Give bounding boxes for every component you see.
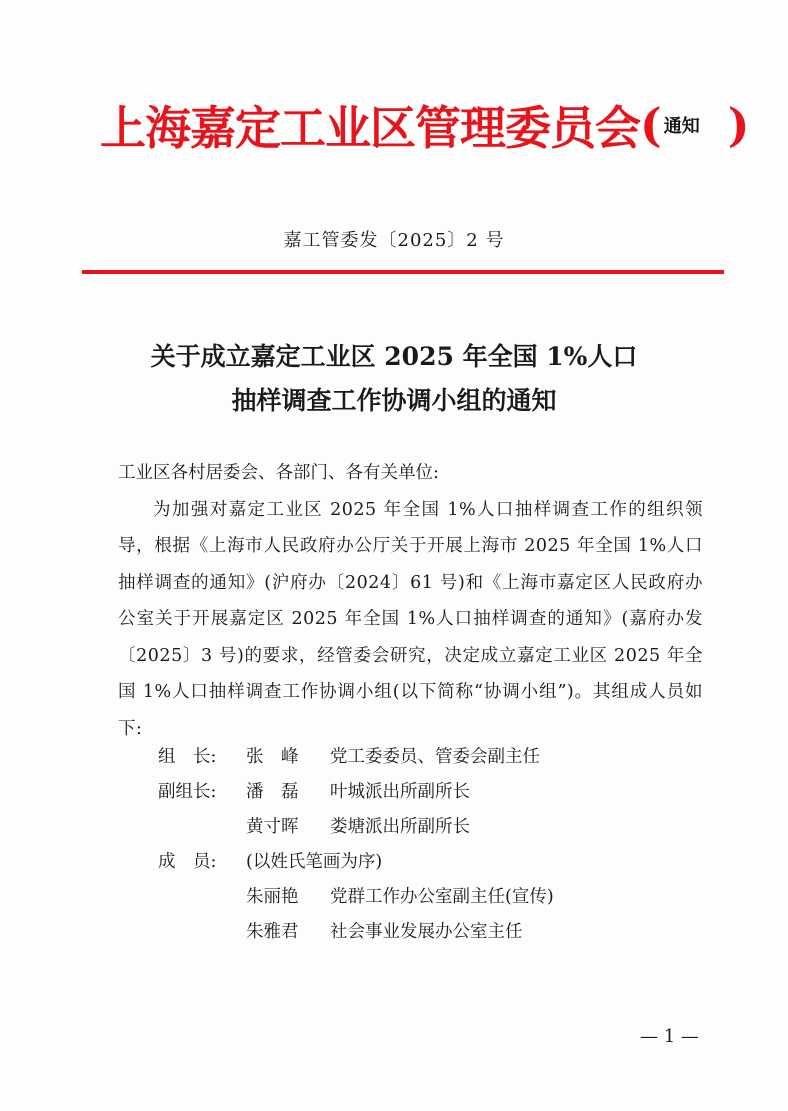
member-row-deputy: [158, 810, 718, 845]
role-label: 组 长:: [158, 747, 217, 767]
member-post: 党群工作办公室副主任(宣传): [330, 887, 554, 907]
member-post: 社会事业发展办公室主任: [330, 922, 523, 942]
body-paragraph: 为加强对嘉定工业区 2025 年全国 1%人口抽样调查工作的组织领导，根据《上海市人民政府办公厅关于开展上海市 2025 年全国 1%人口抽样调查的通知》(沪府办〔2024〕61 号)和《上海市嘉定区人民政府办公室关于开展嘉定区 2025 年全国 1%人口抽样调查的通知》(嘉府办发〔2025〕3 号)的要求，经管委会研究，决定成立嘉定工业区 2025 年全国 1%人口抽样调查工作协调小组(以下简称“协调小组”)。其组成人员如下:: [118, 499, 703, 739]
member-row-leader: [158, 740, 718, 775]
member-post: 叶城派出所副所长: [330, 782, 470, 802]
header-divider: [82, 270, 724, 274]
member-name: 潘 磊: [246, 782, 299, 802]
header-paren-open: (: [640, 98, 662, 152]
member-row: [158, 880, 718, 915]
salutation: 工业区各村居委会、各部门、各有关单位:: [118, 463, 439, 483]
title-line-2: 抽样调查工作协调小组的通知: [231, 386, 557, 415]
member-list: [158, 740, 718, 950]
document-title: [0, 335, 788, 423]
member-post: 娄塘派出所副所长: [330, 817, 470, 837]
ordering-note: (以姓氏笔画为序): [246, 852, 383, 872]
title-line-1: 关于成立嘉定工业区 2025 年全国 1%人口: [150, 342, 638, 371]
member-row-group-header: [158, 845, 718, 880]
role-label: 成 员:: [158, 852, 217, 872]
member-name: 朱雅君: [246, 922, 299, 942]
header-org-name: 上海嘉定工业区管理委员会: [100, 101, 640, 155]
member-row-deputy: [158, 775, 718, 810]
document-body: [118, 455, 703, 747]
member-post: 党工委委员、管委会副主任: [330, 747, 540, 767]
document-number: 嘉工管委发〔2025〕2 号: [283, 230, 505, 251]
member-name: 张 峰: [246, 747, 299, 767]
header-doc-type: 通知: [663, 116, 700, 137]
role-label: 副组长:: [158, 782, 217, 802]
document-header: [100, 92, 750, 172]
page-number: — 1 —: [640, 1026, 699, 1047]
member-row: [158, 915, 718, 950]
member-name: 黄寸晖: [246, 817, 299, 837]
header-paren-close: ): [727, 98, 750, 152]
member-name: 朱丽艳: [246, 887, 299, 907]
